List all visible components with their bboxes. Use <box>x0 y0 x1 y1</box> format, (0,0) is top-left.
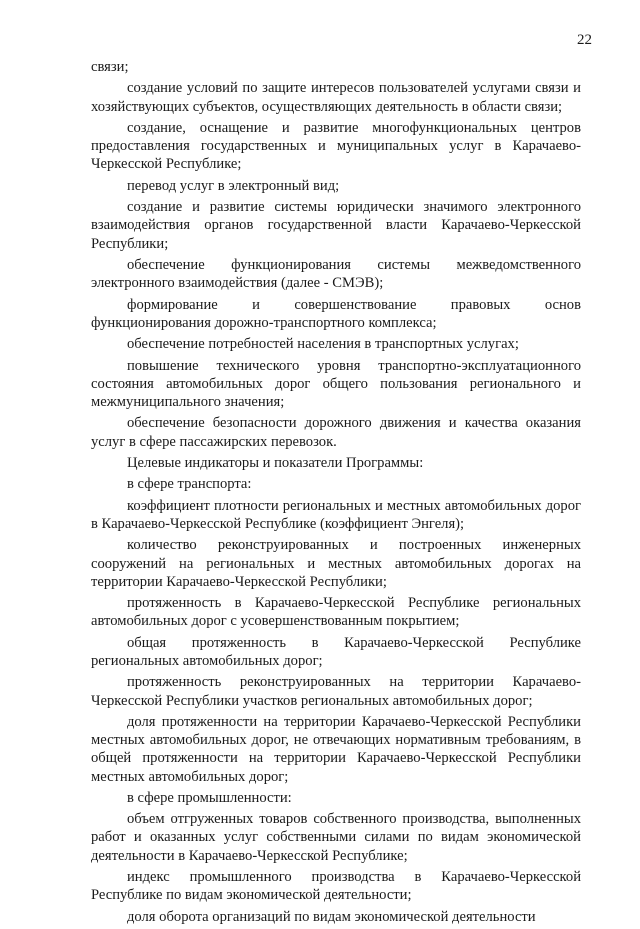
paragraph: создание и развитие системы юридически значимого электронного взаимодействия органов государственной власти Карачаево-Черкесской Республики; <box>91 199 581 252</box>
paragraph: формирование и совершенствование правовых основ функционирования дорожно-транспортного комплекса; <box>91 296 581 331</box>
paragraph: в сфере транспорта: <box>127 476 252 493</box>
paragraph: повышение технического уровня транспортно-эксплуатационного состояния автомобильных дорог общего пользования регионального и межмуниципального значения; <box>91 357 581 410</box>
paragraph: протяженность реконструированных на территории Карачаево-Черкесской Республики участков региональных автомобильных дорог; <box>91 674 581 709</box>
document-body <box>91 58 581 929</box>
paragraph: индекс промышленного производства в Карачаево-Черкесской Республике по видам экономической деятельности; <box>91 869 581 904</box>
paragraph: количество реконструированных и построенных инженерных сооружений на региональных и местных автомобильных дорогах на территории Карачаево-Черкесской Республики; <box>91 537 581 590</box>
paragraph: общая протяженность в Карачаево-Черкесской Республике региональных автомобильных дорог; <box>91 634 581 669</box>
paragraph: Целевые индикаторы и показатели Программы: <box>127 454 424 471</box>
paragraph: создание условий по защите интересов пользователей услугами связи и хозяйствующих субъектов, осуществляющих деятельность в области связи; <box>91 80 581 115</box>
paragraph: доля протяженности на территории Карачаево-Черкесской Республики местных автомобильных дорог, не отвечающих нормативным требованиям, в общей протяженности на территории Карачаево-Черкесской Республики местных автомобильных дорог; <box>91 713 581 785</box>
paragraph: в сфере промышленности: <box>127 789 292 806</box>
paragraph: коэффициент плотности региональных и местных автомобильных дорог в Карачаево-Черкесской Республике (коэффициент Энгеля); <box>91 497 581 532</box>
page-number: 22 <box>577 32 592 48</box>
paragraph: объем отгруженных товаров собственного производства, выполненных работ и оказанных услуг собственными силами по видам экономической деятельности в Карачаево-Черкесской Республике; <box>91 811 581 864</box>
paragraph: перевод услуг в электронный вид; <box>127 177 340 194</box>
paragraph: создание, оснащение и развитие многофункциональных центров предоставления государственных и муниципальных услуг в Карачаево-Черкесской Республике; <box>91 119 581 173</box>
paragraph: доля оборота организаций по видам экономической деятельности <box>127 908 536 925</box>
paragraph: связи; <box>91 59 129 75</box>
paragraph: обеспечение потребностей населения в транспортных услугах; <box>127 336 519 353</box>
paragraph: протяженность в Карачаево-Черкесской Республике региональных автомобильных дорог с усовершенствованным покрытием; <box>91 595 581 630</box>
paragraph: обеспечение безопасности дорожного движения и качества оказания услуг в сфере пассажирских перевозок. <box>91 415 581 450</box>
paragraph: обеспечение функционирования системы межведомственного электронного взаимодействия (далее - СМЭВ); <box>91 256 581 292</box>
